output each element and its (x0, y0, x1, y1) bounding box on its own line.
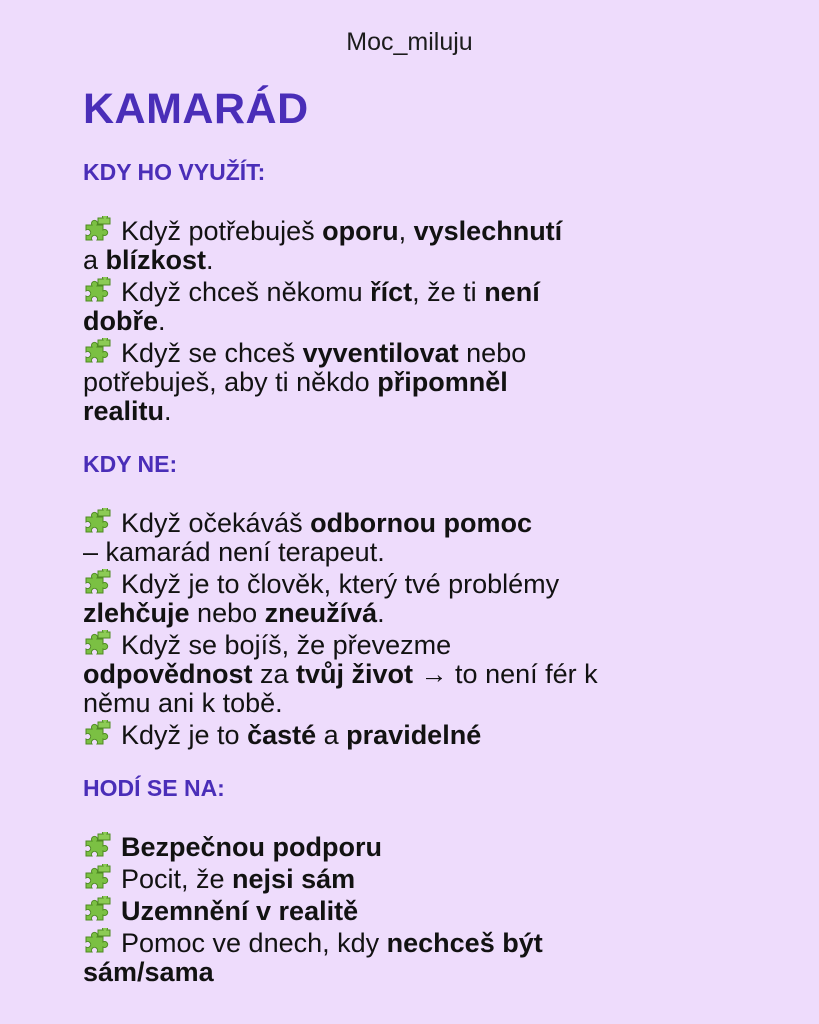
puzzle-piece-icon (83, 338, 111, 364)
item-text: nebo (189, 598, 265, 628)
list-item (83, 214, 783, 275)
item-text: , (398, 216, 414, 246)
bold-text: blízkost (105, 245, 207, 275)
puzzle-piece-icon (83, 508, 111, 534)
bold-text: sám/sama (83, 957, 214, 987)
bold-text: oporu (322, 216, 399, 246)
bold-text: odpovědnost (83, 659, 253, 689)
bold-text: vyventilovat (302, 338, 459, 368)
puzzle-piece-icon (83, 832, 111, 858)
item-text: nebo (458, 338, 527, 368)
puzzle-piece-icon (83, 928, 111, 954)
bold-text: odbornou pomoc (310, 508, 533, 538)
item-text: . (206, 245, 214, 275)
bold-text: zneužívá (264, 598, 378, 628)
list-item (83, 567, 783, 628)
puzzle-piece-icon (83, 630, 111, 656)
item-text: – kamarád není terapeut. (83, 537, 385, 567)
list-item (83, 718, 783, 750)
item-text: Když se chceš (121, 338, 303, 368)
item-text: → to není fér k (413, 659, 598, 689)
page-title: KAMARÁD (83, 85, 309, 133)
item-text: Pocit, že (121, 864, 233, 894)
section-heading-when-to-use: KDY HO VYUŽÍT: (83, 159, 266, 185)
bold-text: Bezpečnou podporu (121, 832, 382, 862)
puzzle-piece-icon (83, 277, 111, 303)
item-text: němu ani k tobě. (83, 688, 283, 718)
bold-text: zlehčuje (83, 598, 190, 628)
bold-text: Uzemnění v realitě (121, 896, 359, 926)
item-text: a (316, 720, 347, 750)
puzzle-piece-icon (83, 864, 111, 890)
item-text: Když je to člověk, který tvé problémy (121, 569, 560, 599)
item-text: . (164, 396, 172, 426)
puzzle-piece-icon (83, 216, 111, 242)
bold-text: dobře (83, 306, 159, 336)
list-item (83, 506, 783, 567)
bold-text: říct (370, 277, 413, 307)
bold-text: pravidelné (346, 720, 482, 750)
item-text: , že ti (412, 277, 485, 307)
list-when-not (83, 506, 783, 750)
puzzle-piece-icon (83, 720, 111, 746)
bold-text: není (484, 277, 540, 307)
list-item (83, 336, 783, 426)
item-text: . (158, 306, 166, 336)
bold-text: tvůj život (296, 659, 414, 689)
item-text: . (377, 598, 385, 628)
bold-text: připomněl (377, 367, 508, 397)
section-heading-good-for: HODÍ SE NA: (83, 775, 225, 801)
list-when-to-use (83, 214, 783, 426)
item-text: za (252, 659, 297, 689)
item-text: a (83, 245, 106, 275)
bold-text: nejsi sám (232, 864, 356, 894)
section-heading-when-not: KDY NE: (83, 451, 178, 477)
list-item (83, 275, 783, 336)
bold-text: nechceš být (386, 928, 543, 958)
item-text: Když se bojíš, že převezme (121, 630, 452, 660)
bold-text: časté (247, 720, 317, 750)
puzzle-piece-icon (83, 569, 111, 595)
list-item (83, 894, 783, 926)
list-good-for (83, 830, 783, 987)
list-item (83, 862, 783, 894)
puzzle-piece-icon (83, 896, 111, 922)
username: Moc_miluju (346, 28, 473, 56)
item-text: Když chceš někomu (121, 277, 371, 307)
list-item (83, 830, 783, 862)
list-item (83, 926, 783, 987)
bold-text: vyslechnutí (413, 216, 563, 246)
post-content (83, 80, 783, 987)
item-text: Když očekáváš (121, 508, 311, 538)
item-text: potřebuješ, aby ti někdo (83, 367, 378, 397)
bold-text: realitu (83, 396, 165, 426)
item-text: Pomoc ve dnech, kdy (121, 928, 387, 958)
item-text: Když je to (121, 720, 248, 750)
item-text: Když potřebuješ (121, 216, 323, 246)
list-item (83, 628, 783, 718)
